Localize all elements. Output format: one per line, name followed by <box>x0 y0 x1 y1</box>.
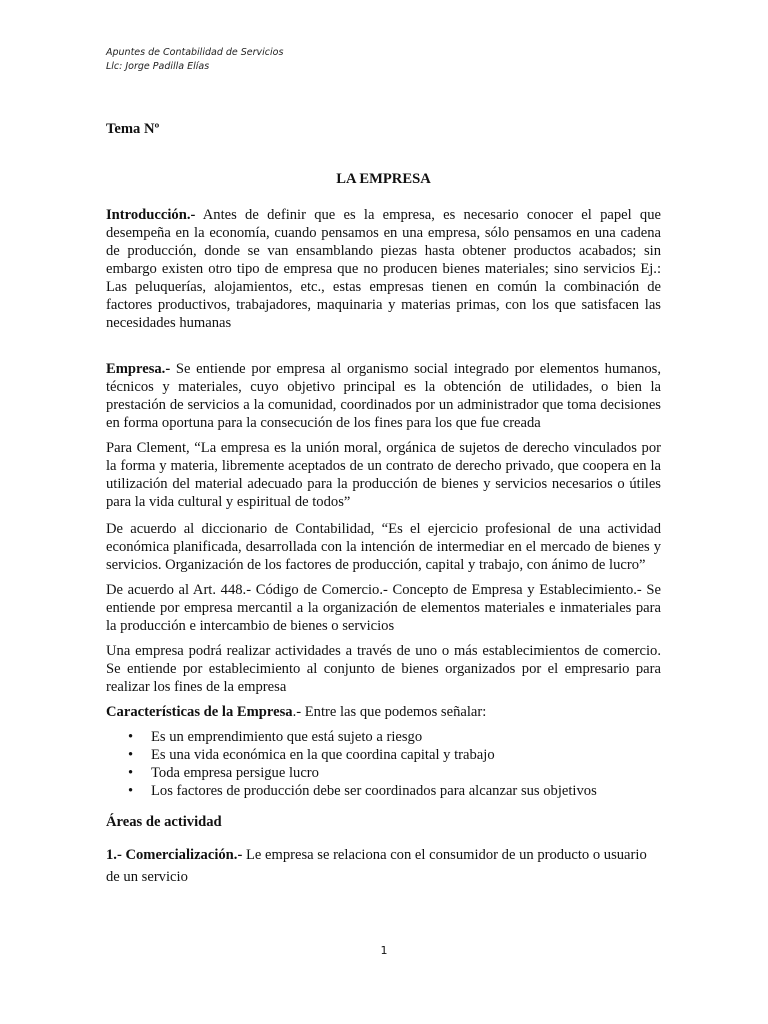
list-item: • Toda empresa persigue lucro <box>128 765 319 781</box>
areas-heading: Áreas de actividad <box>106 814 222 830</box>
codigo-paragraph: De acuerdo al Art. 448.- Código de Comercio.- Concepto de Empresa y Establecimiento.- Se entiende por empresa mercantil a la organización de elementos materiales e inmateriales para la producción e intercambio de bienes o servicios <box>106 582 661 634</box>
list-item: • Es un emprendimiento que está sujeto a riesgo <box>128 729 423 745</box>
page-header <box>106 46 283 74</box>
bullet-icon: • <box>128 747 134 763</box>
list-item: • Es una vida económica en la que coordina capital y trabajo <box>128 747 495 763</box>
intro-paragraph <box>106 206 661 332</box>
caracteristicas-list <box>106 728 661 800</box>
page-number: 1 <box>380 944 388 957</box>
clement-paragraph: Para Clement, “La empresa es la unión moral, orgánica de sujetos de derecho vinculados por la forma y materia, libremente aceptados de un contrato de derecho privado, que coopera en la utilización del material adecuado para la producción de bienes y servicios necesarios o útiles para la vida cultural y espiritual de todos” <box>106 440 661 510</box>
establecimientos-paragraph: Una empresa podrá realizar actividades a través de uno o más establecimientos de comercio. Se entiende por establecimiento al conjunto de bienes organizados por el empresario para realizar los fines de la empresa <box>106 643 661 695</box>
document-body <box>106 120 661 888</box>
comercializacion-text: Le empresa se relaciona con el consumidor de un producto o usuario de un servicio <box>106 847 647 885</box>
tema-heading: Tema Nº <box>106 121 160 137</box>
empresa-text: Se entiende por empresa al organismo social integrado por elementos humanos, técnicos y materiales, cuyo objetivo principal es la obtención de utilidades, o bien la prestación de servicios a la comunidad, coordinados por un administrador que toma decisiones en forma oportuna para la consecución de los fines para los que fue creada <box>106 361 661 431</box>
caracteristicas-label: Características de la Empresa <box>106 704 293 720</box>
diccionario-paragraph: De acuerdo al diccionario de Contabilidad, “Es el ejercicio profesional de una actividad económica planificada, desarrollada con la intención de intermediar en el mercado de bienes y servicios. Organización de los factores de producción, capital y trabajo, con ánimo de lucro” <box>106 521 661 573</box>
empresa-label: Empresa.- <box>106 361 171 377</box>
header-line-1: Apuntes de Contabilidad de Servicios <box>106 47 284 58</box>
bullet-icon: • <box>128 765 134 781</box>
bullet-icon: • <box>128 783 134 799</box>
header-line-2: Llc: Jorge Padilla Elías <box>106 61 210 72</box>
list-item: • Los factores de producción debe ser coordinados para alcanzar sus objetivos <box>128 783 597 799</box>
comercializacion-label: 1.- Comercialización.- <box>106 847 243 863</box>
bullet-icon: • <box>128 729 134 745</box>
caracteristicas-text: .- Entre las que podemos señalar: <box>292 704 487 720</box>
empresa-paragraph <box>106 360 661 432</box>
comercializacion-paragraph <box>106 844 661 888</box>
document-title: LA EMPRESA <box>336 171 431 187</box>
intro-text: Antes de definir que es la empresa, es necesario conocer el papel que desempeña en la economía, cuando pensamos en una empresa, sólo pensamos en una cadena de producción, donde se van ensamblando piezas hasta obtener productos acabados; sin embargo existen otro tipo de empresa que no producen bienes materiales; sino servicios Ej.: Las peluquerías, alojamientos, etc., estas empresas tienen en común la combinación de factores productivos, trabajadores, maquinaria y materias primas, con los que satisfacen las necesidades humanas <box>106 207 661 331</box>
caracteristicas-paragraph <box>106 703 661 721</box>
intro-label: Introducción.- <box>106 207 196 223</box>
